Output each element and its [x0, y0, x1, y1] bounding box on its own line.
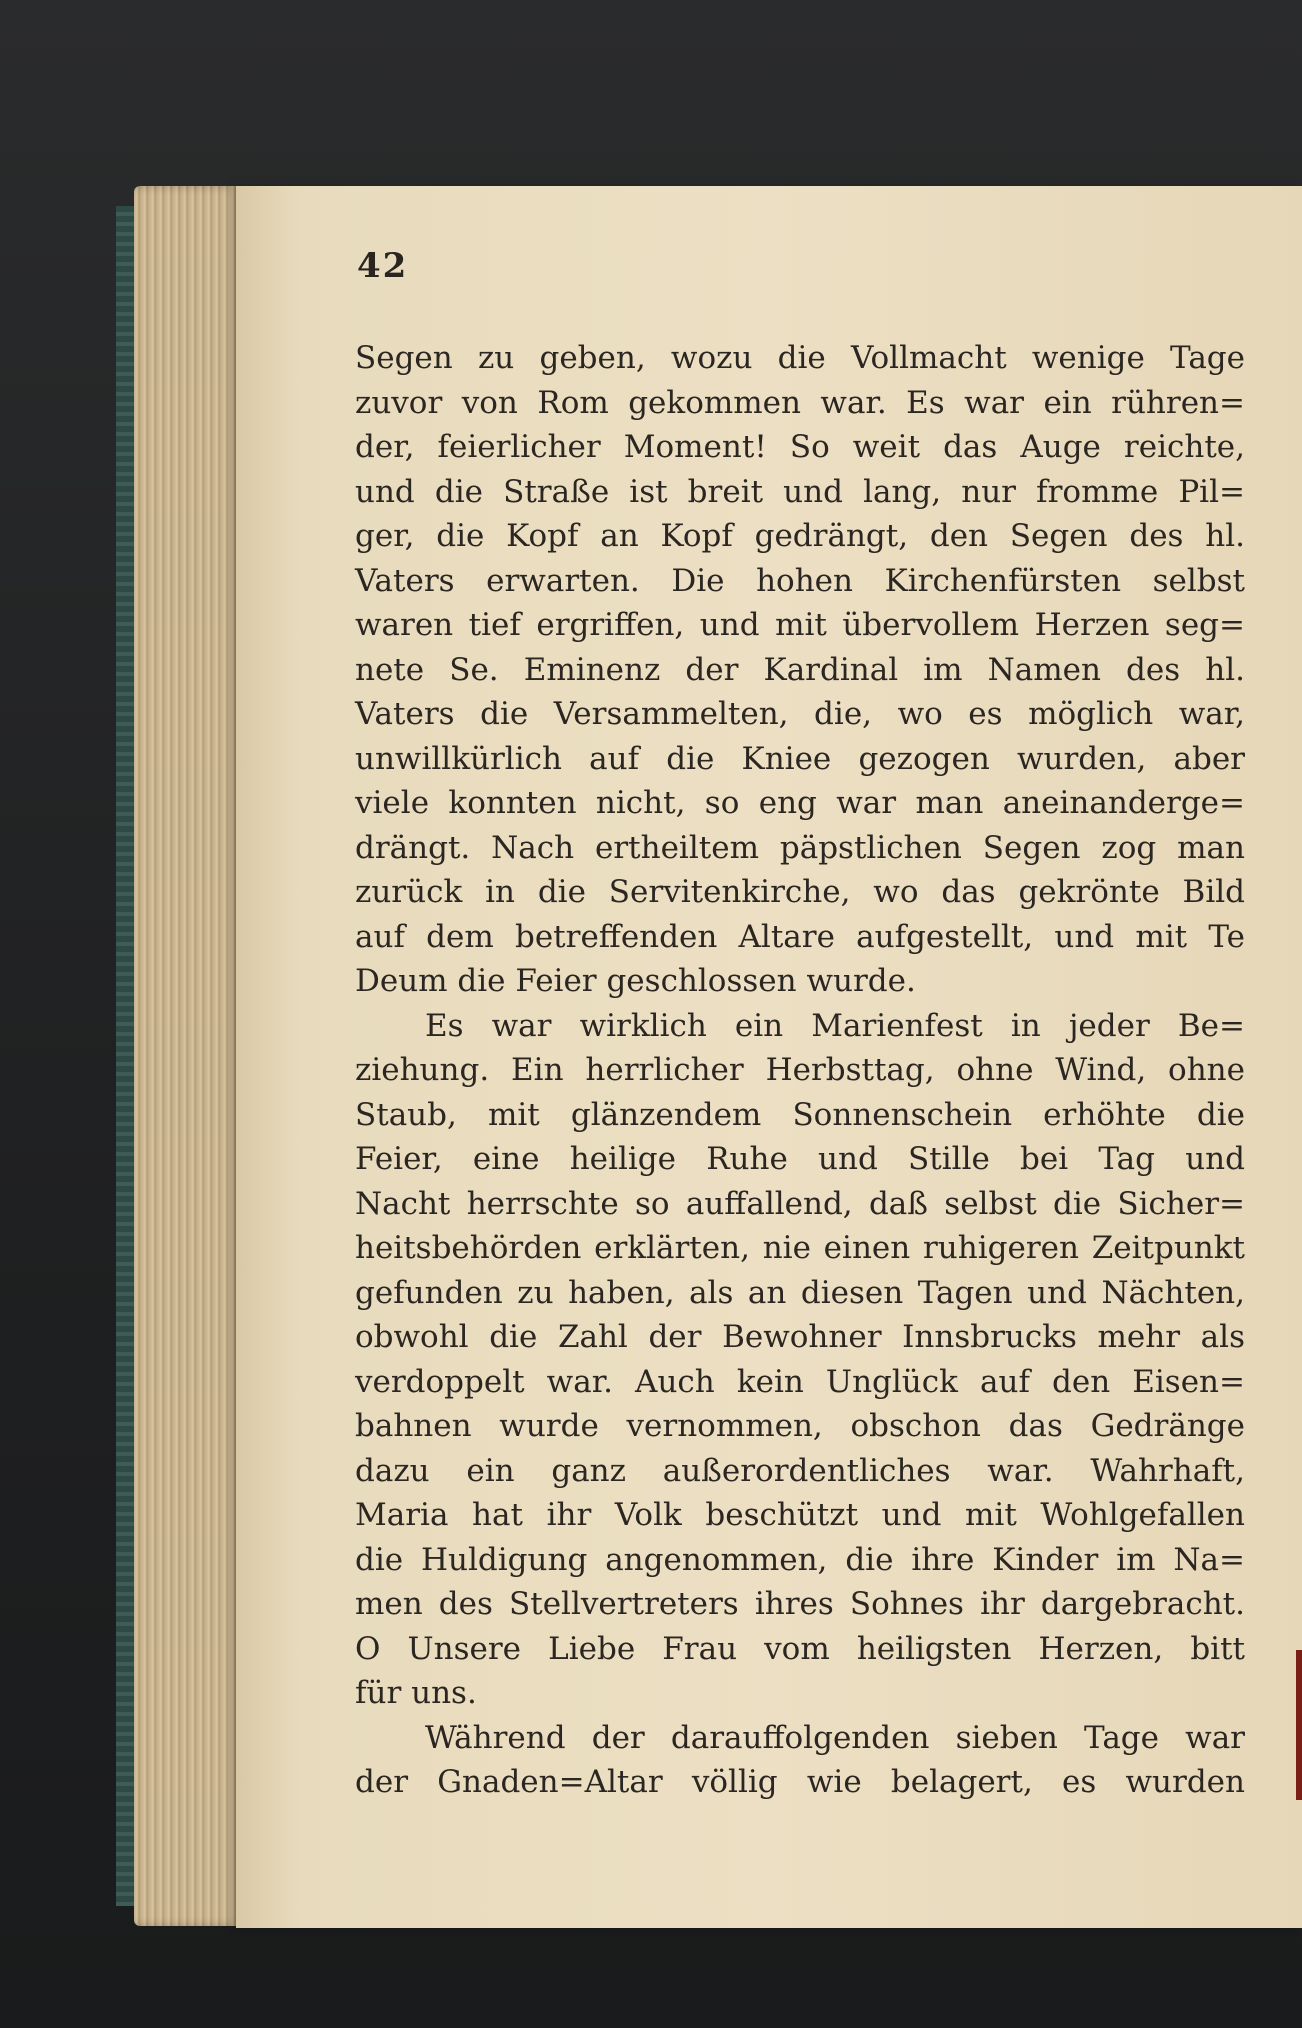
text-line: der, feierlicher Moment! So weit das Auge reichte, — [355, 429, 1245, 465]
text-line: Segen zu geben, wozu die Vollmacht wenige Tage — [355, 340, 1245, 376]
text-line: Staub, mit glänzendem Sonnenschein erhöhte die — [355, 1096, 1245, 1133]
page-number: 42 — [357, 246, 409, 286]
text-line: O Unsere Liebe Frau vom heiligsten Herzen, bitt — [355, 1630, 1245, 1667]
text-line: zuvor von Rom gekommen war. Es war ein rühren= — [355, 384, 1245, 421]
text-line: nete Se. Eminenz der Kardinal im Namen des hl. — [355, 651, 1245, 688]
text-line: ger, die Kopf an Kopf gedrängt, den Segen des hl. — [355, 518, 1245, 554]
text-line: Maria hat ihr Volk beschützt und mit Wohlgefallen — [355, 1497, 1245, 1533]
text-line: viele konnten nicht, so eng war man aneinanderge= — [355, 785, 1245, 821]
text-line: ziehung. Ein herrlicher Herbsttag, ohne Wind, ohne — [355, 1052, 1245, 1088]
text-line: für uns. — [355, 1675, 477, 1711]
text-line: und die Straße ist breit und lang, nur fromme Pil= — [355, 473, 1245, 510]
text-line: drängt. Nach ertheiltem päpstlichen Segen zog man — [355, 829, 1245, 866]
text-line: gefunden zu haben, als an diesen Tagen und Nächten, — [355, 1274, 1245, 1311]
text-line: obwohl die Zahl der Bewohner Innsbrucks mehr als — [355, 1319, 1245, 1355]
text-line: dazu ein ganz außerordentliches war. Wahrhaft, — [355, 1452, 1245, 1489]
bookmark-ribbon — [1296, 1650, 1302, 1800]
page-text — [355, 336, 1245, 1805]
text-line: men des Stellvertreters ihres Sohnes ihr dargebracht. — [355, 1586, 1245, 1622]
text-line: unwillkürlich auf die Kniee gezogen wurden, aber — [355, 740, 1245, 777]
text-line: die Huldigung angenommen, die ihre Kinder im Na= — [355, 1541, 1245, 1578]
text-line: Während der darauffolgenden sieben Tage war — [425, 1719, 1245, 1756]
text-line: waren tief ergriffen, und mit übervollem Herzen seg= — [355, 607, 1245, 643]
text-line: der Gnaden=Altar völlig wie belagert, es wurden — [355, 1764, 1245, 1800]
text-line: Nacht herrschte so auffallend, daß selbst die Sicher= — [355, 1185, 1245, 1222]
text-line: auf dem betreffenden Altare aufgestellt, und mit Te — [355, 918, 1245, 955]
text-line: zurück in die Servitenkirche, wo das gekrönte Bild — [355, 874, 1245, 910]
page-edges — [134, 186, 244, 1926]
text-line: bahnen wurde vernommen, obschon das Gedränge — [355, 1408, 1245, 1444]
text-line: Vaters erwarten. Die hohen Kirchenfürsten selbst — [355, 562, 1245, 599]
text-line: verdoppelt war. Auch kein Unglück auf den Eisen= — [355, 1363, 1245, 1400]
text-line: Deum die Feier geschlossen wurde. — [355, 963, 916, 999]
text-line: Vaters die Versammelten, die, wo es möglich war, — [355, 696, 1245, 732]
text-line: Es war wirklich ein Marienfest in jeder Be= — [425, 1007, 1245, 1044]
text-line: Feier, eine heilige Ruhe und Stille bei Tag und — [355, 1141, 1245, 1177]
text-line: heitsbehörden erklärten, nie einen ruhigeren Zeitpunkt — [355, 1230, 1245, 1266]
